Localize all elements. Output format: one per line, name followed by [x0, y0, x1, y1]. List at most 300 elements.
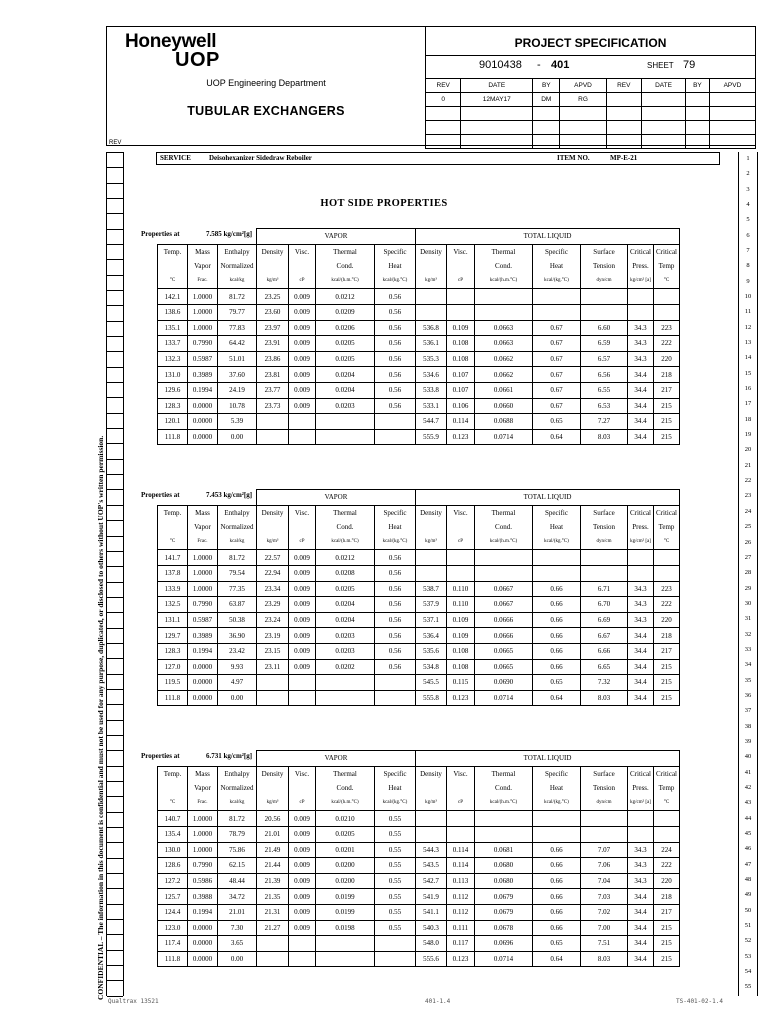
table-cell: 0.009	[289, 398, 316, 414]
table-cell: 0.56	[375, 336, 416, 352]
column-header: Frac.	[188, 796, 218, 811]
table-cell: 34.4	[628, 429, 654, 445]
table-cell: 217	[654, 382, 680, 398]
column-header: Press.	[628, 520, 654, 535]
column-header: kg/m³	[257, 796, 289, 811]
column-header: Density	[257, 505, 289, 520]
rev-margin-label: REV	[109, 140, 122, 146]
table-cell: 0.66	[533, 858, 581, 874]
confidentiality-note: CONFIDENTIAL – The information in this document is confidential and must not be used for any purpose, duplicated, or disclosed to others without UOP's written permission.	[96, 435, 105, 1000]
table-cell: 34.3	[628, 842, 654, 858]
table-cell: 0.108	[447, 643, 475, 659]
table-cell: 0.009	[289, 628, 316, 644]
revision-cell	[461, 135, 533, 149]
line-number: 3	[746, 185, 750, 193]
table-cell: 0.009	[289, 643, 316, 659]
column-header	[289, 520, 316, 535]
table-cell: 0.0201	[316, 842, 375, 858]
sheet-label: SHEET	[647, 61, 674, 70]
margin-grid-line	[107, 382, 123, 383]
table-cell: 0.0681	[475, 842, 533, 858]
margin-grid-line	[107, 505, 123, 506]
pressure-value: 7.453 kg/cm²[g]	[206, 491, 253, 499]
table-cell: 0.55	[375, 811, 416, 827]
table-cell: 218	[654, 628, 680, 644]
revision-cell	[606, 135, 641, 149]
column-header: Density	[416, 766, 447, 781]
table-cell: 34.3	[628, 320, 654, 336]
column-header: kg/cm² [a]	[628, 796, 654, 811]
margin-grid-line	[107, 321, 123, 322]
column-header: Thermal	[316, 244, 375, 259]
margin-grid-line	[107, 796, 123, 797]
margin-grid-line	[107, 520, 123, 521]
table-cell: 7.00	[581, 920, 628, 936]
table-cell: 0.67	[533, 351, 581, 367]
revision-header-cell: APVD	[709, 79, 755, 93]
table-cell: 0.0212	[316, 289, 375, 305]
line-number-column	[738, 152, 758, 996]
column-header: kcal/(h.m.°C)	[316, 796, 375, 811]
table-cell: 124.4	[158, 904, 188, 920]
line-number: 24	[744, 507, 752, 515]
revision-header-cell: DATE	[641, 79, 685, 93]
column-header: kcal/(h.m.°C)	[316, 274, 375, 289]
table-cell: 0.5986	[188, 873, 218, 889]
table-cell: 536.4	[416, 628, 447, 644]
table-cell: 6.70	[581, 597, 628, 613]
column-header: Normalized	[218, 781, 257, 796]
column-header: Critical	[654, 505, 680, 520]
column-header: Density	[257, 244, 289, 259]
table-cell: 0.67	[533, 320, 581, 336]
line-number: 27	[744, 553, 752, 561]
table-cell: 215	[654, 690, 680, 706]
table-cell: 555.8	[416, 690, 447, 706]
column-header: Cond.	[316, 259, 375, 274]
table-cell: 1.0000	[188, 811, 218, 827]
service-value: Deisohexanizer Sidedraw Reboiler	[209, 154, 312, 162]
table-cell: 23.19	[257, 628, 289, 644]
table-cell: 37.60	[218, 367, 257, 383]
column-header: Visc.	[289, 244, 316, 259]
table-row	[158, 382, 680, 398]
table-cell: 34.4	[628, 367, 654, 383]
column-header: Frac.	[188, 274, 218, 289]
table-cell: 6.60	[581, 320, 628, 336]
table-cell: 142.1	[158, 289, 188, 305]
table-cell: 36.90	[218, 628, 257, 644]
column-header: kcal/(h.m.°C)	[316, 535, 375, 550]
table-cell: 111.8	[158, 690, 188, 706]
column-header: °C	[158, 796, 188, 811]
table-cell	[257, 690, 289, 706]
margin-grid-line	[107, 658, 123, 659]
table-cell: 123.0	[158, 920, 188, 936]
property-table	[157, 750, 680, 967]
revision-cell	[709, 135, 755, 149]
column-header: °C	[654, 535, 680, 550]
table-cell: 10.78	[218, 398, 257, 414]
table-cell	[316, 690, 375, 706]
line-number: 23	[744, 492, 752, 500]
table-cell: 0.115	[447, 675, 475, 691]
table-cell: 0.56	[375, 659, 416, 675]
table-cell: 0.1994	[188, 382, 218, 398]
table-cell: 0.110	[447, 581, 475, 597]
margin-grid-line	[107, 536, 123, 537]
column-header: Specific	[533, 505, 581, 520]
table-cell: 224	[654, 842, 680, 858]
table-cell: 23.60	[257, 304, 289, 320]
table-cell: 119.5	[158, 675, 188, 691]
table-row	[158, 842, 680, 858]
column-header: kcal/(kg.°C)	[533, 535, 581, 550]
liquid-group-header: TOTAL LIQUID	[416, 229, 680, 245]
table-cell: 555.6	[416, 951, 447, 967]
column-header: kcal/(h.m.°C)	[475, 274, 533, 289]
margin-grid-line	[107, 489, 123, 490]
table-row	[158, 565, 680, 581]
table-cell: 34.4	[628, 659, 654, 675]
revision-cell	[461, 121, 533, 135]
table-cell: 6.67	[581, 628, 628, 644]
table-cell: 0.009	[289, 351, 316, 367]
table-cell: 0.009	[289, 382, 316, 398]
table-cell: 0.0203	[316, 398, 375, 414]
table-cell: 218	[654, 367, 680, 383]
table-cell: 541.9	[416, 889, 447, 905]
table-cell: 0.56	[375, 565, 416, 581]
column-header: Visc.	[447, 244, 475, 259]
table-cell: 0.1994	[188, 904, 218, 920]
margin-grid-line	[107, 888, 123, 889]
column-header: kcal/(kg.°C)	[375, 535, 416, 550]
column-header	[158, 781, 188, 796]
table-cell: 0.108	[447, 336, 475, 352]
table-cell: 0.009	[289, 565, 316, 581]
table-cell: 0.0000	[188, 414, 218, 430]
table-cell: 0.64	[533, 429, 581, 445]
table-cell	[654, 289, 680, 305]
line-number: 10	[744, 293, 752, 301]
table-cell: 23.25	[257, 289, 289, 305]
title-block-right	[425, 27, 756, 145]
table-cell	[628, 550, 654, 566]
table-cell	[447, 304, 475, 320]
table-cell	[447, 811, 475, 827]
column-header: Surface	[581, 766, 628, 781]
table-cell: 0.0680	[475, 858, 533, 874]
table-cell: 34.3	[628, 873, 654, 889]
table-row	[158, 304, 680, 320]
table-cell	[533, 550, 581, 566]
table-row	[158, 550, 680, 566]
column-header: Tension	[581, 259, 628, 274]
margin-grid-line	[107, 183, 123, 184]
revision-row	[426, 135, 756, 149]
table-cell: 0.108	[447, 659, 475, 675]
line-number: 19	[744, 431, 752, 439]
section-title: HOT SIDE PROPERTIES	[320, 198, 448, 209]
table-cell: 111.8	[158, 951, 188, 967]
table-cell: 132.5	[158, 597, 188, 613]
margin-grid-line	[107, 842, 123, 843]
column-header: Critical	[654, 766, 680, 781]
table-cell: 1.0000	[188, 289, 218, 305]
column-header: Temp.	[158, 766, 188, 781]
table-cell	[289, 675, 316, 691]
table-cell: 23.15	[257, 643, 289, 659]
table-cell: 140.7	[158, 811, 188, 827]
table-cell	[375, 414, 416, 430]
margin-grid-line	[107, 336, 123, 337]
column-header: dyn/cm	[581, 796, 628, 811]
table-cell: 62.15	[218, 858, 257, 874]
revision-cell	[533, 135, 560, 149]
table-cell: 0.0205	[316, 336, 375, 352]
table-cell	[257, 936, 289, 952]
table-cell: 79.77	[218, 304, 257, 320]
table-cell: 132.3	[158, 351, 188, 367]
table-cell: 34.4	[628, 398, 654, 414]
title-block	[106, 26, 756, 146]
table-cell: 0.113	[447, 873, 475, 889]
table-cell: 0.3989	[188, 628, 218, 644]
table-cell: 543.5	[416, 858, 447, 874]
table-cell: 3.65	[218, 936, 257, 952]
table-cell: 0.0203	[316, 628, 375, 644]
table-cell: 79.54	[218, 565, 257, 581]
table-cell: 0.00	[218, 429, 257, 445]
project-dash: -	[537, 59, 541, 71]
line-number: 41	[744, 768, 752, 776]
column-header: Frac.	[188, 535, 218, 550]
revision-header-cell: DATE	[461, 79, 533, 93]
table-cell: 0.7990	[188, 597, 218, 613]
table-cell: 6.56	[581, 367, 628, 383]
table-cell: 0.0205	[316, 351, 375, 367]
table-cell: 0.123	[447, 429, 475, 445]
column-header: Thermal	[475, 505, 533, 520]
table-row	[158, 612, 680, 628]
table-cell: 141.7	[158, 550, 188, 566]
revision-cell: RG	[560, 93, 606, 107]
table-cell: 0.55	[375, 826, 416, 842]
column-header: dyn/cm	[581, 274, 628, 289]
table-cell: 0.55	[375, 873, 416, 889]
table-cell: 0.65	[533, 936, 581, 952]
table-cell: 0.0000	[188, 659, 218, 675]
table-cell: 21.49	[257, 842, 289, 858]
table-cell: 63.87	[218, 597, 257, 613]
table-row	[158, 811, 680, 827]
column-header: kcal/kg	[218, 535, 257, 550]
column-header: Enthalpy	[218, 244, 257, 259]
table-cell: 536.1	[416, 336, 447, 352]
column-header: °C	[654, 274, 680, 289]
margin-grid-line	[107, 305, 123, 306]
column-header	[447, 520, 475, 535]
margin-grid-line	[107, 720, 123, 721]
table-cell	[289, 690, 316, 706]
revision-cell	[426, 121, 461, 135]
table-cell: 534.8	[416, 659, 447, 675]
table-cell: 0.00	[218, 951, 257, 967]
column-header: Heat	[375, 781, 416, 796]
margin-grid-line	[107, 812, 123, 813]
table-cell: 0.009	[289, 904, 316, 920]
properties-at-label: Properties at	[141, 752, 180, 760]
table-cell: 34.3	[628, 351, 654, 367]
line-number: 44	[744, 814, 752, 822]
revision-header-cell: BY	[686, 79, 710, 93]
table-cell: 0.123	[447, 690, 475, 706]
table-cell: 34.3	[628, 597, 654, 613]
table-cell: 0.0208	[316, 565, 375, 581]
table-cell: 0.009	[289, 597, 316, 613]
column-header: Cond.	[316, 781, 375, 796]
margin-grid-line	[107, 213, 123, 214]
table-cell: 51.01	[218, 351, 257, 367]
table-cell: 24.19	[218, 382, 257, 398]
table-cell: 21.27	[257, 920, 289, 936]
table-row	[158, 951, 680, 967]
column-header: kcal/(kg.°C)	[533, 796, 581, 811]
table-cell: 0.009	[289, 889, 316, 905]
table-row	[158, 873, 680, 889]
line-number: 36	[744, 691, 752, 699]
line-number: 40	[744, 753, 752, 761]
margin-grid-line	[107, 934, 123, 935]
table-cell	[533, 304, 581, 320]
table-cell	[447, 550, 475, 566]
table-cell: 0.108	[447, 351, 475, 367]
column-header: cP	[289, 274, 316, 289]
table-cell: 215	[654, 429, 680, 445]
table-cell	[628, 565, 654, 581]
table-row	[158, 414, 680, 430]
table-cell: 23.34	[257, 581, 289, 597]
table-cell: 0.0199	[316, 889, 375, 905]
table-cell: 222	[654, 858, 680, 874]
table-cell: 81.72	[218, 811, 257, 827]
revision-header-cell: APVD	[560, 79, 606, 93]
table-cell	[533, 565, 581, 581]
table-cell: 117.4	[158, 936, 188, 952]
properties-at-label: Properties at	[141, 230, 180, 238]
column-header: kcal/kg	[218, 796, 257, 811]
table-row	[158, 320, 680, 336]
table-cell: 0.0662	[475, 367, 533, 383]
company-logo-honeywell: Honeywell	[125, 31, 217, 52]
table-cell: 0.5987	[188, 351, 218, 367]
margin-grid-line	[107, 965, 123, 966]
table-cell: 21.35	[257, 889, 289, 905]
margin-grid-line	[107, 443, 123, 444]
vapor-group-header: VAPOR	[257, 751, 416, 767]
column-header: kcal/(kg.°C)	[375, 796, 416, 811]
table-cell: 0.64	[533, 690, 581, 706]
table-cell: 23.97	[257, 320, 289, 336]
table-cell: 133.9	[158, 581, 188, 597]
table-cell: 0.55	[375, 904, 416, 920]
table-cell: 0.56	[375, 398, 416, 414]
table-cell: 1.0000	[188, 565, 218, 581]
column-header: Temp	[654, 520, 680, 535]
column-header: Thermal	[475, 244, 533, 259]
table-cell: 0.0000	[188, 936, 218, 952]
table-cell: 215	[654, 398, 680, 414]
table-cell	[316, 951, 375, 967]
table-cell: 0.67	[533, 367, 581, 383]
column-header: Cond.	[475, 520, 533, 535]
table-cell: 34.4	[628, 382, 654, 398]
margin-grid-line	[107, 950, 123, 951]
table-row	[158, 289, 680, 305]
column-header: Heat	[533, 520, 581, 535]
vapor-group-header: VAPOR	[257, 229, 416, 245]
table-cell: 1.0000	[188, 550, 218, 566]
line-number: 34	[744, 661, 752, 669]
column-header: Mass	[188, 244, 218, 259]
table-cell: 0.0678	[475, 920, 533, 936]
table-cell: 0.66	[533, 612, 581, 628]
table-cell: 4.97	[218, 675, 257, 691]
table-cell	[257, 951, 289, 967]
column-header: Heat	[533, 781, 581, 796]
revision-row	[426, 93, 756, 107]
revision-row	[426, 107, 756, 121]
table-cell: 6.55	[581, 382, 628, 398]
table-cell: 0.0667	[475, 597, 533, 613]
table-cell	[375, 675, 416, 691]
table-cell: 34.4	[628, 889, 654, 905]
table-cell: 544.7	[416, 414, 447, 430]
column-header: kg/m³	[416, 274, 447, 289]
table-cell: 0.66	[533, 889, 581, 905]
column-header: Specific	[375, 766, 416, 781]
table-cell: 23.77	[257, 382, 289, 398]
table-cell: 0.109	[447, 612, 475, 628]
table-cell: 0.56	[375, 367, 416, 383]
table-cell: 23.11	[257, 659, 289, 675]
table-cell: 534.6	[416, 367, 447, 383]
table-cell: 0.009	[289, 320, 316, 336]
line-number: 15	[744, 369, 752, 377]
table-cell: 0.67	[533, 398, 581, 414]
margin-grid-line	[107, 367, 123, 368]
column-header: Critical	[628, 505, 654, 520]
table-cell: 0.0200	[316, 858, 375, 874]
line-number: 30	[744, 599, 752, 607]
table-cell: 0.0205	[316, 581, 375, 597]
column-header: Vapor	[188, 520, 218, 535]
line-number: 55	[744, 983, 752, 991]
table-cell: 127.2	[158, 873, 188, 889]
margin-grid-line	[107, 167, 123, 168]
line-number: 51	[744, 922, 752, 929]
item-number-value: MP-E-21	[610, 154, 638, 162]
table-cell: 131.1	[158, 612, 188, 628]
table-cell: 34.4	[628, 920, 654, 936]
table-cell: 0.0714	[475, 951, 533, 967]
table-cell: 0.109	[447, 320, 475, 336]
table-cell: 6.69	[581, 612, 628, 628]
table-cell: 7.04	[581, 873, 628, 889]
column-header: cP	[289, 535, 316, 550]
line-number: 26	[744, 538, 752, 546]
